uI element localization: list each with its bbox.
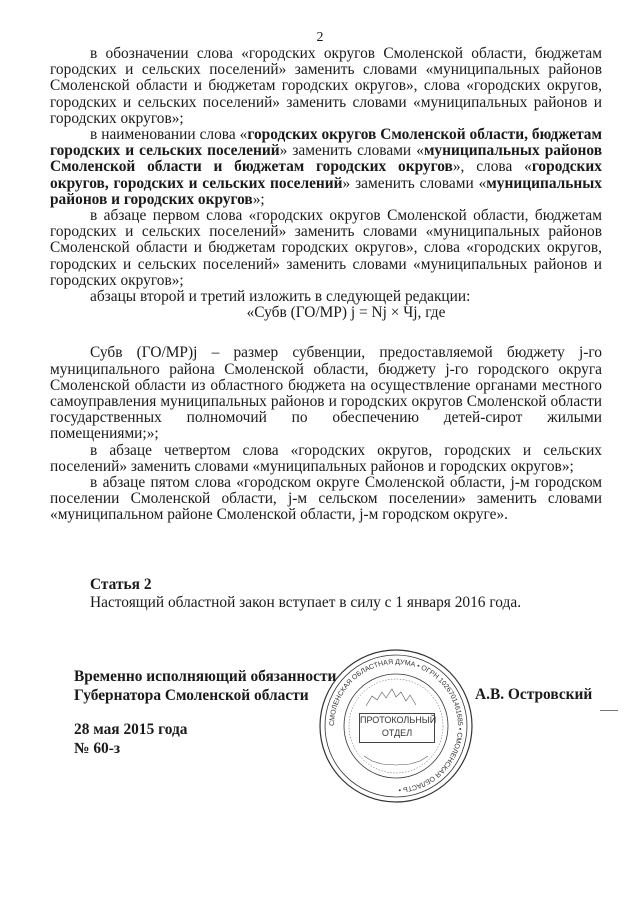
paragraph-designation: в обозначении слова «городских округов Смоленской области, бюджетам городских и сельских поселений» заменить словами «муниципальных районов Смоленской области и бюджетам городских округов», слова «городских округов, городских и сельских поселений» заменить словами «муниципальных районов и городских округов»; [50,45,602,127]
article-title: Статья 2 [90,576,152,593]
seal-ring-text: СМОЛЕНСКАЯ ОБЛАСТНАЯ ДУМА • ОГРН 1026701461685 • СМОЛЕНСКАЯ ОБЛАСТЬ • [328,658,464,793]
formula: «Субв (ГО/МР) j = Nj × Чj, где [246,304,446,322]
paragraph-title-change [50,127,602,208]
text-run: »; [252,190,265,208]
bold-run: городских округов, городских и сельских поселений [50,158,602,192]
paragraph-fifth-abzac: в абзаце пятом слова «городском округе Смоленской области, j-м городском поселении Смоленской области, j-м сельском поселении» заменить словами «муниципальном районе Смоленской области, j-м городском округе». [50,474,602,524]
seal-center-label [359,713,435,743]
text-run: » заменить словами « [279,142,424,160]
seal-center-line: ОТДЕЛ [381,728,413,738]
paragraph-first-abzac: в абзаце первом слова «городских округов Смоленской области, бюджетам городских и сельских поселений» заменить словами «муниципальных районов Смоленской области и бюджетам городских округов», слова «городских округов, городских и сельских поселений» заменить словами «муниципальных районов и городских округов»; [50,207,602,289]
text-run: » заменить словами « [342,174,487,192]
document-body [50,46,602,524]
signer-title-line: Временно исполняющий обязанности [74,668,337,685]
signer-title [74,667,336,705]
article-text: Настоящий областной закон вступает в силу с 1 января 2016 года. [90,594,522,611]
document-date: 28 мая 2015 года [74,721,188,738]
paragraph-definition: Субв (ГО/МР)j – размер субвенции, предоставляемой бюджету j-го муниципального района Смоленской области, бюджету j-го городского округа Смоленской области из областного бюджета на осуществление органами местного самоуправления муниципальных районов и городских округов Смоленской области государственных полномочий по обеспечению детей-сирот жилыми помещениями;»; [50,344,602,443]
paragraph-fourth-abzac: в абзаце четвертом слова «городских округов, городских и сельских поселений» заменить словами «муниципальных районов и городских округов»; [50,441,602,475]
signer-title-line: Губернатора Смоленской области [74,687,309,704]
bold-run: муниципальных районов и городских округов [50,174,602,208]
date-block [74,720,187,758]
signature-mark [600,710,618,711]
document-number: № 60-з [74,740,121,757]
bold-run: муниципальных районов Смоленской области и бюджетам городских округов [50,142,603,176]
signer-name: А.В. Островский [475,686,593,703]
official-seal [316,646,476,806]
text-run: », слова « [452,158,532,176]
text-run: в наименовании слова « [90,126,248,144]
page-number: 2 [316,30,324,45]
paragraph-intro-formula: абзацы второй и третий изложить в следующей редакции: [90,288,471,306]
bold-run: городских округов Смоленской области, бюджетам городских и сельских поселений [50,126,602,160]
seal-center-line: ПРОТОКОЛЬНЫЙ [360,715,437,725]
